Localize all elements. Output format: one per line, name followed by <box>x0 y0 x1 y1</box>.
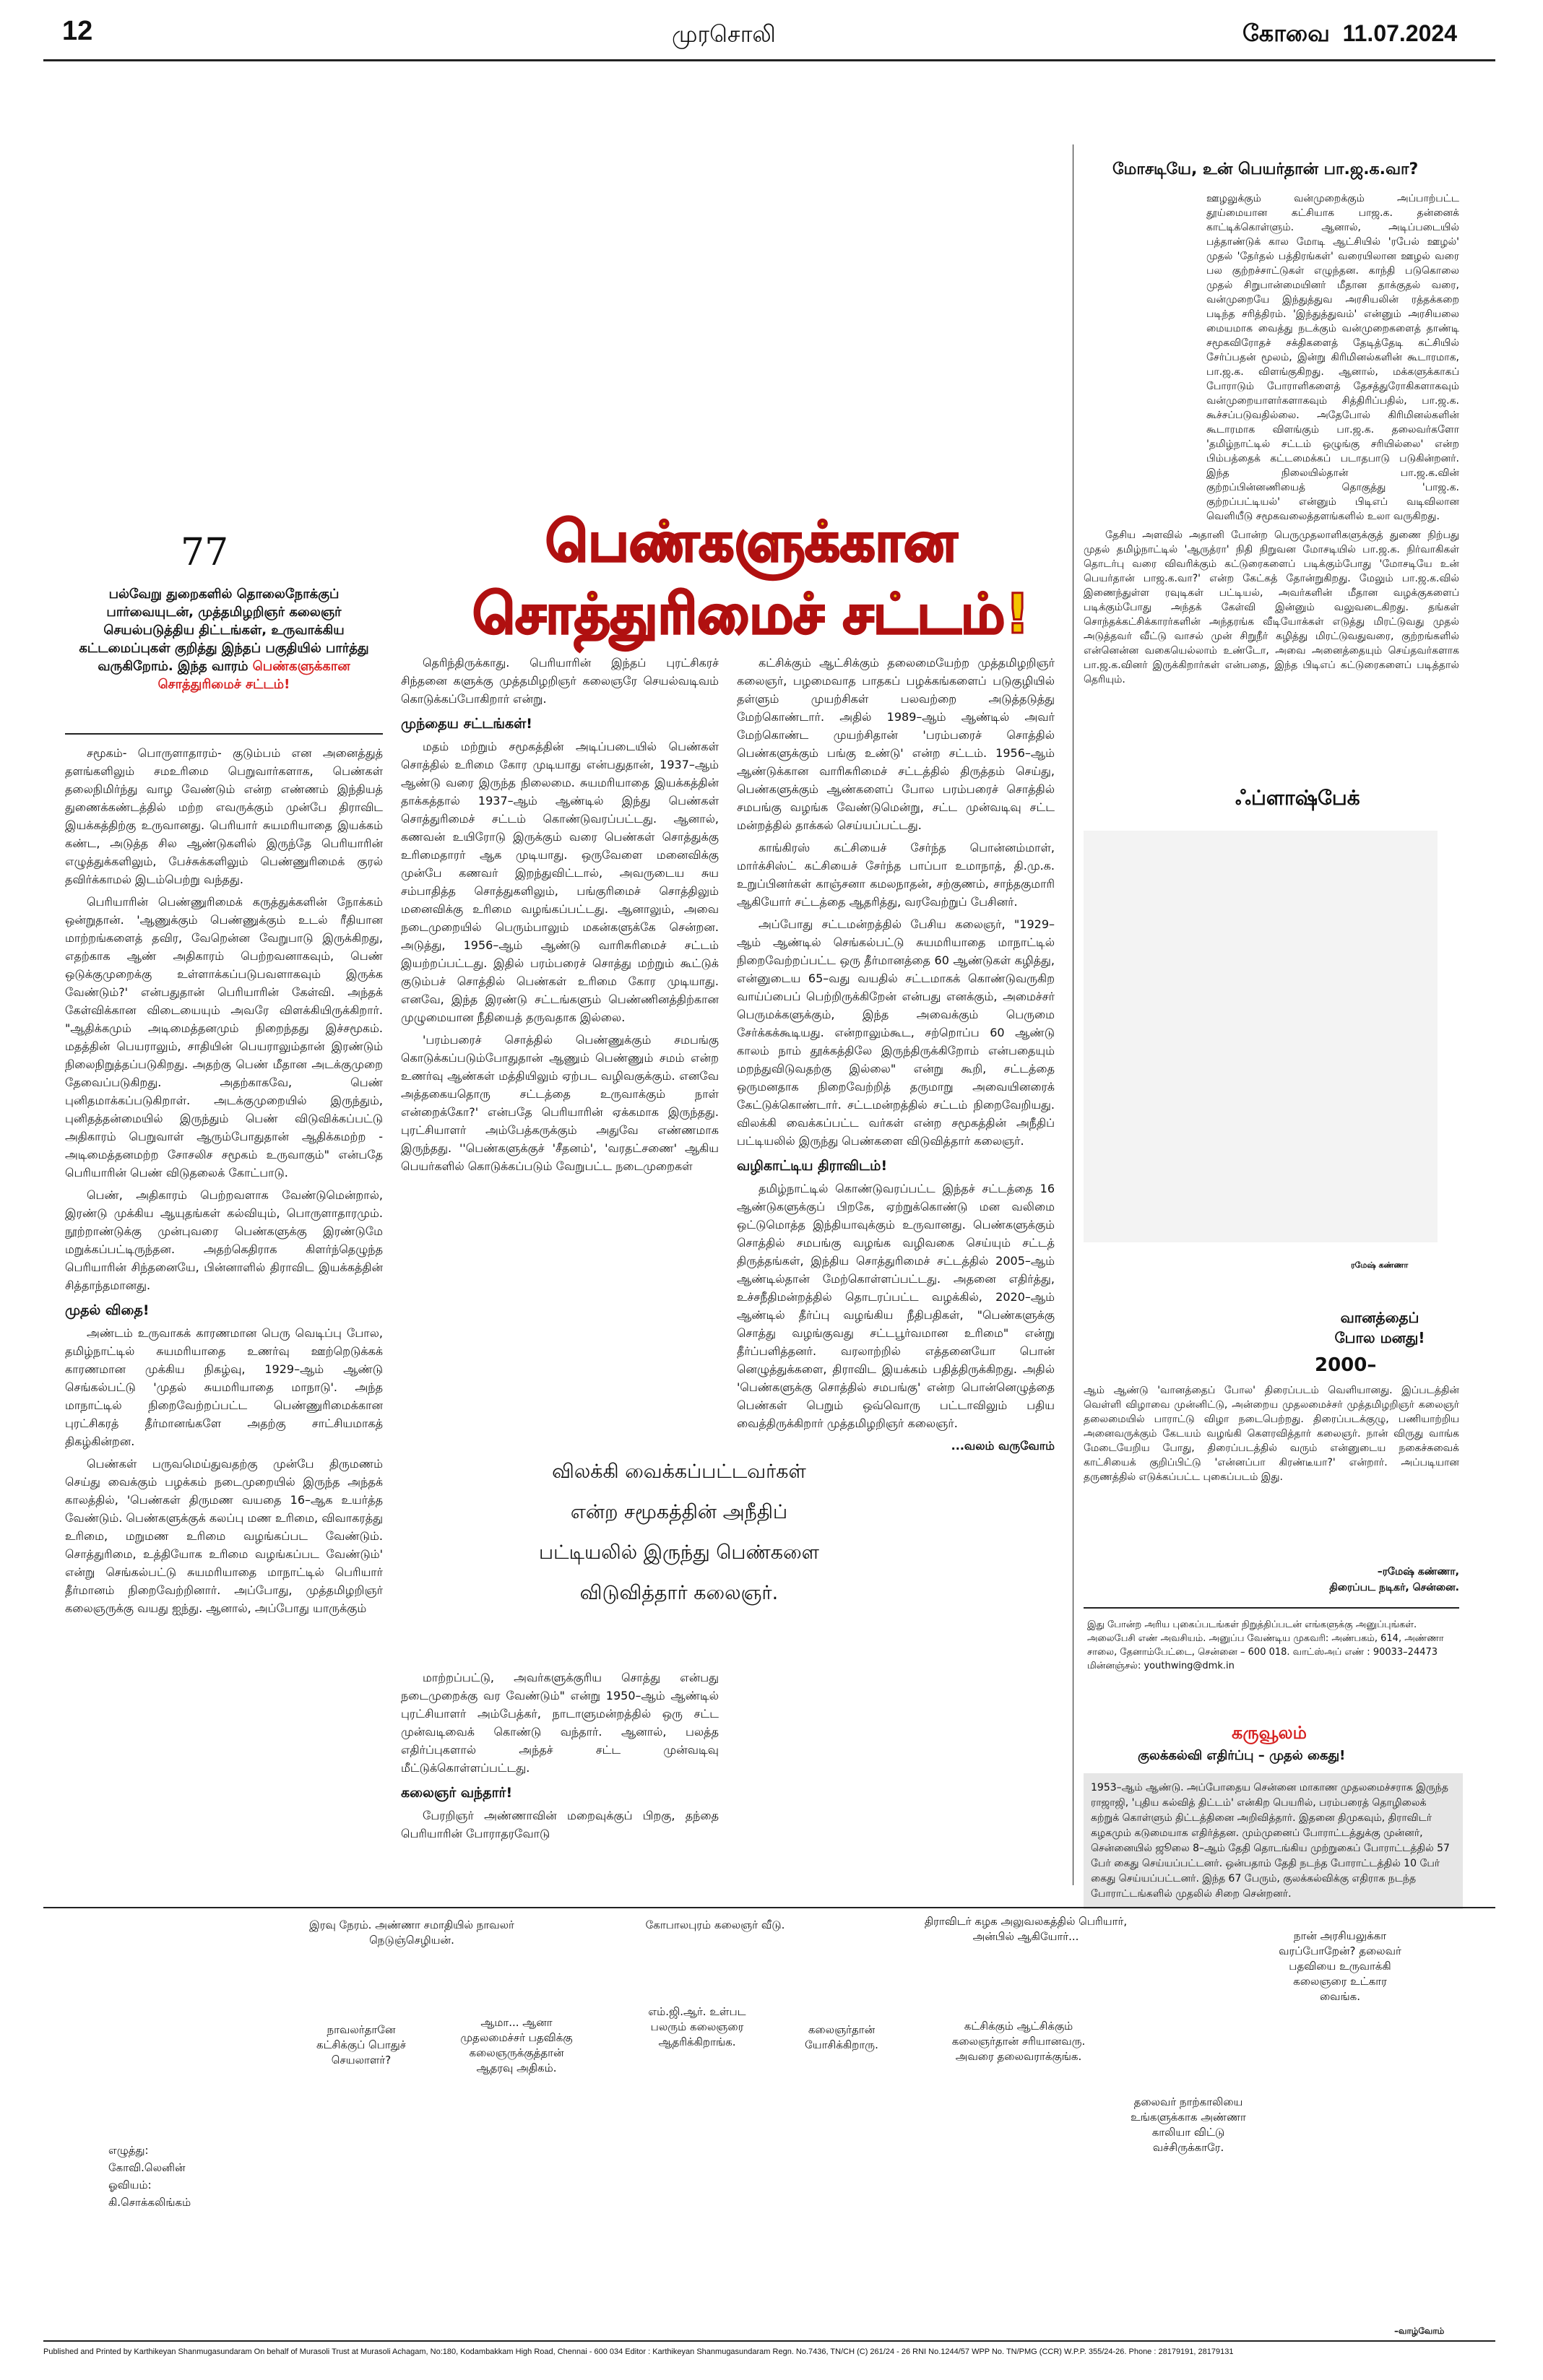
series-intro-text: பல்வேறு துறைகளில் தொலைநோக்குப் பார்வையுடன், முத்தமிழறிஞர் கலைஞர் செயல்படுத்திய திட்டங்கள், உருவாக்கிய கட்டமைப்புகள் குறித்து இந்தப் பகுதியில் பார்த்து வருகிறோம். இந்த வாரம் <box>79 587 369 674</box>
col3-para: தமிழ்நாட்டில் கொண்டுவரப்பட்ட இந்தச் சட்டத்தை 16 ஆண்டுகளுக்குப் பிறகே, ஏற்றுக்கொண்டு மன வலிமை ஒட்டுமொத்த இந்தியாவுக்கும் உருவானது. பெண்களுக்கும் சொத்தில் சமபங்கு வழங்க வழிவகை செய்யும் சட்டத் திருத்தங்கள், இந்திய சொத்துரிமைச் சட்டத்தில் 2005–ஆம் ஆண்டில்தான் மேற்கொள்ளப்பட்டது. அதனை எதிர்த்து, உச்சநீதிமன்றத்தில் தொடரப்பட்ட வழக்கில், 2020–ஆம் ஆண்டில் தீர்ப்பு வழங்கிய நீதிபதிகள், "பெண்களுக்கு சொத்து வழங்குவது சட்டபூர்வமான உரிமை" என்று தீர்ப்பளித்தனர். வரலாற்றில் எத்தனையோ பொன் னெழுத்துக்களை, திராவிட இயக்கம் பதித்திருக்கிறது. அதில் 'பெண்களுக்கு சொத்தில் சமபங்கு' என்ற பொன்னெழுத்தை பெண்கள் பெறும் ஒவ்வொரு பட்டாவிலும் பதிய வைத்திருக்கிறார் முத்தமிழறிஞர் கலைஞர். <box>737 1182 1055 1430</box>
comic-bubble: நாவலர்தானே கட்சிக்குப் பொதுச் செயலாளர்? <box>316 2023 407 2067</box>
col1-para: பெரியாரின் பெண்ணுரிமைக் கருத்துக்களின் நோக்கம் ஒன்றுதான். 'ஆணுக்கும் பெண்ணுக்கும் உடல் ரீதியான மாற்றங்களைத் தவிர, வேறென்ன வேறுபாடு இருக்கிறது, எதற்காக ஆண் அதிகாரம் பெற்றவனாகவும், பெண் ஒடுக்குமுறைக்கு உள்ளாக்கப்படுபவளாகவும் இருக்க வேண்டும்?' என்பதுதான் பெரியாரின் கேள்வி. அந்தக் கேள்விக்கான விடையையும் அவரே விளக்கியிருக்கிறார். "ஆதிக்கமும் அடிமைத்தனமும் நிறைந்தது இச்சமூகம். மதத்தின் பெயராலும், சாதியின் பெயராலும்தான் இரண்டும் நிலைநிறுத்தப்படுகிறது. அதற்கு பெண் மீதான அடக்குமுறை தேவைப்படுகிறது. அதற்காகவே, பெண் புனிதமாக்கப்படுகிறாள். அடக்குமுறையில் இருந்தும், புனிதத்தன்மையில் இருந்தும் பெண் விடுவிக்கப்பட்டு அதிகாரம் பெறுவாள் ஆரும்போதுதான் ஆதிக்கமற்ற - அடிமைத்தனமற்ற சோசலிச சமூகம் உருவாகும்" என்பதே பெரியாரின் பெண் விடுதலைக் கோட்பாடு. <box>65 895 383 1180</box>
col2-para: மதம் மற்றும் சமூகத்தின் அடிப்படையில் பெண்கள் சொத்தில் உரிமை கோர முடியாது என்பதுதான், 1937–ஆம் ஆண்டு வரை இருந்த நிலைமை. சுயமரியாதை இயக்கத்தின் தாக்கத்தால் 1937–ஆம் ஆண்டில் இந்து பெண்கள் சொத்துரிமைச் சட்டம் கொண்டுவரப்பட்டது. ஆனால், கணவன் உயிரோடு இருக்கும் வரை பெண்கள் சொத்துக்கு உரிமைதாரர் ஆக முடியாது. ஒருவேளை மனைவிக்கு முன்பே கணவர் இறந்துவிட்டால், அவருடைய சுய சம்பாதித்த சொத்துகளிலும், பங்குரிமைச் சொத்திலும் மனைவிக்கு உரிமை வழங்கப்பட்டது. ஆனாலும், அவை நடைமுறையில் பெரும்பாலும் மகன்களுக்கே சென்றன. அடுத்து, 1956–ஆம் ஆண்டு வாரிசுரிமைச் சட்டம் இயற்றப்பட்டது. இதில் பரம்பரைச் சொத்து மற்றும் கூட்டுக் குடும்பச் சொத்தில் பெண்கள் உரிமை கோர முடியாது. எனவே, இந்த இரண்டு சட்டங்களும் பெண்ணினத்திற்கான முழுமையான நீதியைத் தருவதாக இல்லை. <box>401 740 719 1024</box>
col2-subhead: கலைஞர் வந்தார்! <box>401 1785 513 1801</box>
comic-caption: கோபாலபுரம் கலைஞர் வீடு. <box>645 1918 785 1931</box>
comic-caption: இரவு நேரம். அண்ணா சமாதியில் நாவலர் நெடுஞ்செழியன். <box>309 1918 514 1947</box>
pull-quote-line: விடுவித்தார் கலைஞர். <box>579 1582 779 1604</box>
masthead: முரசொலி <box>672 20 776 48</box>
pull-quote-line: விலக்கி வைக்கப்பட்டவர்கள் <box>552 1461 806 1483</box>
comic-bubble: எம்.ஜி.ஆர். உள்பட பலரும் கலைஞரை ஆதரிக்கிறாங்க. <box>648 2005 746 2048</box>
footer-rule <box>43 2340 1495 2342</box>
series-rule <box>65 733 383 735</box>
comic-credit-line: எழுத்து: <box>108 2144 149 2157</box>
comic-end: –வாழ்வோம் <box>1394 2326 1445 2336</box>
pull-quote <box>426 1452 932 1614</box>
col2-para: மாற்றப்பட்டு, அவர்களுக்குரிய சொத்து என்பது நடைமுறைக்கு வர வேண்டும்" என்று 1950–ஆம் ஆண்டில் புரட்சியாளர் அம்பேத்கர், நாடாளுமன்றத்தில் ஒரு சட்ட முன்வடிவைக் கொண்டு வந்தார். ஆனால், பலத்த எதிர்ப்புகளால் அந்தச் சட்ட முன்வடிவு மீட்டுக்கொள்ளப்பட்டது. <box>401 1671 719 1775</box>
comic-bubble: தலைவர் நாற்காலியை உங்களுக்காக அண்ணா காலியா விட்டு வச்சிருக்காரே. <box>1131 2095 1246 2154</box>
series-number: 77 <box>181 531 229 574</box>
flashback-sig-line: –ரமேஷ் கண்ணா, <box>1377 1566 1459 1578</box>
flashback-sig-line: திரைப்பட நடிகர், சென்னை. <box>1329 1582 1459 1593</box>
comic-credit-line: கி.சொக்கலிங்கம் <box>108 2196 191 2209</box>
flashback-title: ஃப்ளாஷ்பேக் <box>1235 786 1360 810</box>
comic-caption: திராவிடர் கழக அலுவலகத்தில் பெரியார், அன்பில் ஆகியோர்... <box>924 1915 1128 1943</box>
article-column-3 <box>737 654 1055 1455</box>
karuvoolam-subtitle: குலக்கல்வி எதிர்ப்பு – முதல் கைது! <box>1138 1748 1346 1763</box>
footer-imprint: Published and Printed by Karthikeyan Shanmugasundaram On behalf of Murasoli Trust at Murasoli Achagam, No:180, Kodambakkam High Road, Chennai - 600 034 Editor : Karthikeyan Shanmugasundaram Regn. No.7436, TN/CH (C) 261/24 - 26 RNI No.1244/57 WPP No. TN/PMG (CCR) W.P.P. 355/24-26. Phone : 28179191, 28179131 <box>43 2347 1234 2356</box>
pull-quote-line: என்ற சமூகத்தின் அநீதிப் <box>570 1501 788 1523</box>
col3-para: அப்போது சட்டமன்றத்தில் பேசிய கலைஞர், "1929–ஆம் ஆண்டில் செங்கல்பட்டு சுயமரியாதை மாநாட்டில் நிறைவேற்றப்பட்ட ஒரு தீர்மானத்தை 60 ஆண்டுகள் கழித்து, என்னுடைய 65–வது வயதில் சட்டமாகக் கொண்டுவருகிற வாய்ப்பைப் பெற்றிருக்கிறேன் என்பது எனக்கும், அமைச்சர் பெருமக்களுக்கும், இந்த அவைக்கும் பெருமை சேர்க்கக்கூடியது. என்றாலும்கூட, சற்றொப்ப 60 ஆண்டு காலம் நாம் தூக்கத்திலே இருந்திருக்கிறோம் என்பதையும் மறந்துவிடுவதற்கு இல்லை" என்று கூறி, சட்டத்தை ஒருமனதாக நிறைவேற்றித் தருமாறு அவையினரைக் கேட்டுக்கொண்டார். சட்டமன்றத்தில் சட்டம் நிறைவேறியது. விலக்கி வைக்கப்பட்ட வர்கள் என்ற சமூகத்தின் அநீதிப் பட்டியலில் இருந்து பெண்களை விடுவித்தார் கலைஞர். <box>737 917 1055 1148</box>
flashback-heading-line: போல மனது! <box>1334 1329 1425 1346</box>
col2-para: 'பரம்பரைச் சொத்தில் பெண்ணுக்கும் சமபங்கு கொடுக்கப்படும்போதுதான் ஆணும் பெண்ணும் சமம் என்ற உணர்வு ஆண்கள் மத்தியிலும் ஏற்பட வழிவகுக்கும். எனவே அத்தகையதொரு சட்டத்தை உருவாக்கும் நாள் என்றைக்கோ?' என்பதே பெரியாரின் ஏக்கமாக இருந்தது. புரட்சியாளர் அம்பேத்கருக்கும் அதுவே எண்ணமாக இருந்தது. ''பெண்களுக்குச் 'சீதனம்', 'வரதட்சணை' ஆகிய பெயர்களில் கொடுக்கப்படும் வேறுபட்ட நடைமுறைகள் <box>401 1033 719 1173</box>
editorial-body <box>1084 191 1459 691</box>
col2-subhead: முந்தைய சட்டங்கள்! <box>401 716 532 732</box>
pull-quote-line: பட்டியலில் இருந்து பெண்களை <box>539 1541 819 1564</box>
col1-para: அண்டம் உருவாகக் காரணமான பெரு வெடிப்பு போல, தமிழ்நாட்டில் சுயமரியாதை உணர்வு ஊற்றெடுக்கக் காரணமான முக்கிய நிகழ்வு, 1929–ஆம் ஆண்டு செங்கல்பட்டு 'முதல் சுயமரியாதை மாநாடு'. அந்த மாநாட்டில் நிறைவேற்றப்பட்ட பெண்ணுரிமைக்கான புரட்சிகரத் தீர்மானங்களே அதற்கு சாட்சியமாகத் திகழ்கின்றன. <box>65 1326 383 1448</box>
header-rule <box>43 59 1495 61</box>
headline-line1: பெண்களுக்கான <box>545 509 957 574</box>
karuvoolam-body: 1953–ஆம் ஆண்டு. அப்போதைய சென்னை மாகாண முதலமைச்சராக இருந்த ராஜாஜி, 'புதிய கல்வித் திட்டம்' என்கிற பெயரில், பரம்பரைத் தொழிலைக் கற்றுக் கொள்ளும் திட்டத்தினை அறிவித்தார். இதனை திமுகவும், திராவிடர் கழகமும் கடுமையாக எதிர்த்தன. மும்முனைப் போராட்டத்துக்கு முன்னர், சென்னையில் ஜூலை 8–ஆம் தேதி தொடங்கிய முற்றுகைப் போராட்டத்தில் 57 பேர் கைது செய்யப்பட்டனர். ஒன்பதாம் தேதி நடந்த போராட்டத்தில் 10 பேர் கைது செய்யப்பட்டனர். இந்த 67 பேரும், குலக்கல்விக்கு எதிராக நடந்த போராட்டங்களில் முதலில் சிறை சென்றனர். <box>1084 1773 1463 1909</box>
headline-line2: சொத்துரிமைச் சட்டம்! <box>472 581 1030 646</box>
col2-para: பேரறிஞர் அண்ணாவின் மறைவுக்குப் பிறகு, தந்தை பெரியாரின் போராதரவோடு <box>401 1809 719 1840</box>
col1-para: சமூகம்- பொருளாதாரம்- குடும்பம் என அனைத்துத் தளங்களிலும் சமஉரிமை பெறுவார்களாக, பெண்கள் தலைநிமிர்ந்து வாழ வேண்டும் என்ற எண்ணம் இந்தியத் துணைக்கண்டத்தில் மற்ற எவருக்கும் முன்பே திராவிட இயக்கத்திற்கு உருவானது. பெரியார் சுயமரியாதை இயக்கம் கண்ட, அடுத்த சில ஆண்டுகளில் இருந்தே பெரியாரின் எழுத்துக்களிலும், பேச்சுக்களிலும் பெண்ணுரிமைக் குரல் தவிர்க்காமல் இடம்பெற்று வந்தது. <box>65 746 383 886</box>
col1-para: பெண், அதிகாரம் பெற்றவளாக வேண்டுமென்றால், இரண்டு முக்கிய ஆயுதங்கள் கல்வியும், பொருளாதாரமும். நூற்றாண்டுக்கு முன்புவரை பெண்களுக்கு இரண்டுமே மறுக்கப்பட்டிருந்தன. அதற்கெதிராக கிளர்ந்தெழுந்த பெரியாரின் சிந்தனையே, பின்னாளில் திராவிட இயக்கத்தின் சித்தாந்தமானது. <box>65 1188 383 1292</box>
editorial-para: ஊழலுக்கும் வன்முறைக்கும் அப்பாற்பட்ட தூய்மையான கட்சியாக பாஜ.க. தன்னைக் காட்டிக்கொள்ளும். ஆனால், அடிப்படையில் பத்தாண்டுக் கால மோடி ஆட்சியில் 'ரபேல் ஊழல்' முதல் 'தேர்தல் பத்திரங்கள்' வரையிலான ஊழல் வரை பல குற்றச்சாட்டுகள் எழுந்தன. காந்தி படுகொலை முதல் சிறுபான்மையினர் மீதான தாக்குதல் வரை, வன்முறையே இந்துத்துவ அரசியலின் ரத்தக்கறை படிந்த சரித்திரம். 'இந்துத்துவம்' என்னும் அரசியலை மையமாக வைத்து நடக்கும் வன்முறைகளைத் தாண்டி சமூகவிரோதச் சக்திகளைத் தேடித்தேடி கட்சியில் சேர்ப்பதன் மூலம், இன்று கிரிமினல்களின் கூடாரமாக, பா.ஜ.க. விளங்குகிறது. ஆனால், மக்களுக்காகப் போராடும் போராளிகளைத் தேசத்துரோகிகளாகவும் வன்முறையாளர்களாகவும் சித்திரிப்பதில், பா.ஜ.க. கூச்சப்படுவதில்லை. அதேபோல் கிரிமினல்களின் கூடாரமாக விளங்கும் பா.ஜ.க. தலைவர்களோ 'தமிழ்நாட்டில் சட்டம் ஒழுங்கு சரியில்லை' என்ற பிம்பத்தைக் கட்டமைக்கப் படாதபாடு படுகின்றனர். இந்த நிலையில்தான் பா.ஜ.க.வின் குற்றப்பின்னணியைத் தொகுத்து 'பாஜ.க. குற்றப்பட்டியல்' என்னும் பிடிஎப் வடிவிலான வெளியீடு சமூகவலைத்தளங்களில் உலா வருகிறது. <box>1206 193 1459 522</box>
comic-top-rule <box>43 1907 1495 1908</box>
comic-credit-line: கோவி.லெனின் <box>108 2161 186 2174</box>
flashback-note: இது போன்ற அரிய புகைப்படங்கள் நிறுத்திப்படன் எங்களுக்கு அனுப்புங்கள். அலைபேசி எண் அவசியம். அனுப்ப வேண்டிய முகவரி: அண்பகம், 614, அண்ணா சாலை, தேனாம்பேட்டை, சென்னை – 600 018. வாட்ஸ்அப் எண் : 90033–24473 மின்னஞ்சல்: youthwing@dmk.in <box>1087 1619 1444 1671</box>
page-number: 12 <box>62 16 93 46</box>
article-column-2 <box>401 654 719 1180</box>
col3-end: ...வலம் வருவோம் <box>951 1439 1055 1453</box>
comic-bubble: ஆமா... ஆனா முதலமைச்சர் பதவிக்கு கலைஞருக்குத்தான் ஆதரவு அதிகம். <box>460 2016 573 2074</box>
comic-bubble: நான் அரசியலுக்கா வரப்போறேன்? தலைவர் பதவியை உருவாக்கி கலைஞரை உட்கார வைங்க. <box>1279 1929 1401 2003</box>
headline <box>426 506 1076 650</box>
editorial-title: மோசடியே, உன் பெயர்தான் பா.ஜ.க.வா? <box>1112 160 1419 178</box>
flashback-heading-line: வானத்தைப் <box>1340 1309 1419 1326</box>
comic-credit-line: ஓவியம்: <box>108 2178 152 2191</box>
flashback-photo <box>1084 831 1438 1242</box>
series-intro-red: பெண்களுக்கான சொத்துரிமைச் சட்டம்! <box>157 659 350 692</box>
flashback-body: ஆம் ஆண்டு 'வானத்தைப் போல' திரைப்படம் வெளியானது. இப்படத்தின் வெள்ளி விழாவை முன்னிட்டு, அன்றைய முதலமைச்சர் முத்தமிழறிஞர் கலைஞர் தலைமையில் பாராட்டு விழா நடைபெற்றது. திரைப்படக்குழு, பணியாற்றிய அனைவருக்கும் கேடயம் வழங்கி கௌரவித்தார் கலைஞர். நான் விருது வாங்க மேடையேறிய போது, திரைப்படத்தில் வரும் என்னுடைய நகைச்சுவைக் காட்சியைக் குறிப்பிட்டு 'என்னப்பா கிரண்டீயா?' என்றார். அப்படியான தருணத்தில் எடுக்கப்பட்ட புகைப்படம் இது. <box>1084 1385 1459 1483</box>
series-intro <box>65 585 383 693</box>
col3-para: காங்கிரஸ் கட்சியைச் சேர்ந்த பொன்னம்மாள், மார்க்சிஸ்ட் கட்சியைச் சேர்ந்த பாப்பா உமாநாத், தி.மு.க. உறுப்பினர்கள் காஞ்சனா கமலநாதன், சற்குணம், சாந்தகுமாரி ஆகியோர் சட்டத்தை ஆதரித்து, வரவேற்றுப் பேசினர். <box>737 841 1055 909</box>
col1-subhead: முதல் விதை! <box>65 1302 150 1318</box>
article-column-1 <box>65 744 383 1622</box>
flashback-rule <box>1084 1607 1459 1609</box>
flashback-credit-top: ரமேஷ் கண்ணா <box>1351 1260 1409 1270</box>
editorial-para: தேசிய அளவில் அதானி போன்ற பெருமுதலாளிகளுக்குத் துணை நிற்பது முதல் தமிழ்நாட்டில் 'ஆருத்ரா' நிதி நிறுவன மோசடியில் பா.ஜ.க. நிர்வாகிகள் தொடர்பு வரை விவரிக்கும் கட்டுரைகளைப் படிக்கும்போது 'மோசடியே உன் பெயர்தான் பாஜ.க.வா?' என்ற கேட்கத் தோன்றுகிறது. மேலும் பா.ஜ.க.வில் இணைந்துள்ள ரவுடிகள் பட்டியல், அவர்களின் மீதான வழக்குகளைப் படிக்கும்போது அந்தக் கேள்வி இன்னும் வலுவடைகிறது. தங்கள் சொந்தக்கட்சிக்காரர்களின் அந்தரங்க வீடியோக்கள் எடுத்து மிரட்டுவது முதல் அடுத்தவர் வீட்டு வாசல் முன் சிறுநீர் கழித்து மிரட்டுவதுவரை, குற்றங்களில் என்னென்ன வகையெல்லாம் உண்டோ, அவை அனைத்தையும் செய்தவர்களாக பா.ஜ.க.வினர் இருக்கிறார்கள் என்பதை, இந்த பிடிஎப் கட்டுரைகளைப் படித்தால் தெரியும். <box>1084 529 1459 685</box>
col3-subhead: வழிகாட்டிய திராவிடம்! <box>737 1158 888 1174</box>
flashback-year: 2000– <box>1315 1354 1377 1376</box>
city-date: கோவை 11.07.2024 <box>1242 20 1457 46</box>
comic-credits <box>108 2142 191 2211</box>
col2-para: தெரிந்திருக்காது. பெரியாரின் இந்தப் புரட்சிகரச் சிந்தனை களுக்கு முத்தமிழறிஞர் கலைஞரே செயல்வடிவம் கொடுக்கப்போகிறார் என்று. <box>401 656 719 706</box>
col3-para: கட்சிக்கும் ஆட்சிக்கும் தலைமையேற்ற முத்தமிழறிஞர் கலைஞர், பழமைவாத பாதகப் பழக்கங்களைப் படுகுழியில் தள்ளும் முயற்சிகள் பலவற்றை அடுத்தடுத்து மேற்கொண்டார். அதில் 1989–ஆம் ஆண்டில் அவர் மேற்கொண்ட முயற்சிதான் 'பரம்பரைச் சொத்தில் பெண்களுக்கும் பங்கு உண்டு' என்ற சட்டம். 1956–ஆம் ஆண்டுக்கான வாரிசுரிமைச் சட்டத்தில் திருத்தம் செய்து, பெண்களுக்கும் ஆண்களைப் போல பரம்பரைச் சொத்தில் சமபங்கு வழங்க வேண்டுமென்று, சட்ட முன்வடிவு சட்ட மன்றத்தில் தாக்கல் செய்யப்பட்டது. <box>737 656 1055 832</box>
flashback-signature <box>1308 1564 1459 1596</box>
flashback-heading <box>1308 1307 1452 1348</box>
article-column-2-bottom <box>401 1669 719 1847</box>
comic-bubble: கட்சிக்கும் ஆட்சிக்கும் கலைஞர்தான் சரியானவரு. அவரை தலைவராக்குங்க. <box>951 2020 1086 2063</box>
comic-bubble: கலைஞர்தான் யோசிக்கிறாரு. <box>805 2023 878 2051</box>
col1-para: பெண்கள் பருவமெய்துவதற்கு முன்பே திருமணம் செய்து வைக்கும் பழக்கம் நடைமுறையில் இருந்த அந்தக் காலத்தில், 'பெண்கள் திருமண வயதை 16–ஆக உயர்த்த வேண்டும். பெண்களுக்குக் கலப்பு மண உரிமை, விவாகரத்து உரிமை, மறுமண உரிமை வழங்கப்பட வேண்டும். சொத்துரிமை, உத்தியோக உரிமை வழங்கப்பட வேண்டும்' என்று செங்கல்பட்டு சுயமரியாதை மாநாட்டில் பெரியார் தீர்மானம் நிறைவேற்றினார். அப்போது, முத்தமிழறிஞர் கலைஞருக்கு வயது ஐந்து. ஆனால், அப்போது யாருக்கும் <box>65 1457 383 1615</box>
karuvoolam-title: கருவூலம் <box>1232 1723 1307 1743</box>
